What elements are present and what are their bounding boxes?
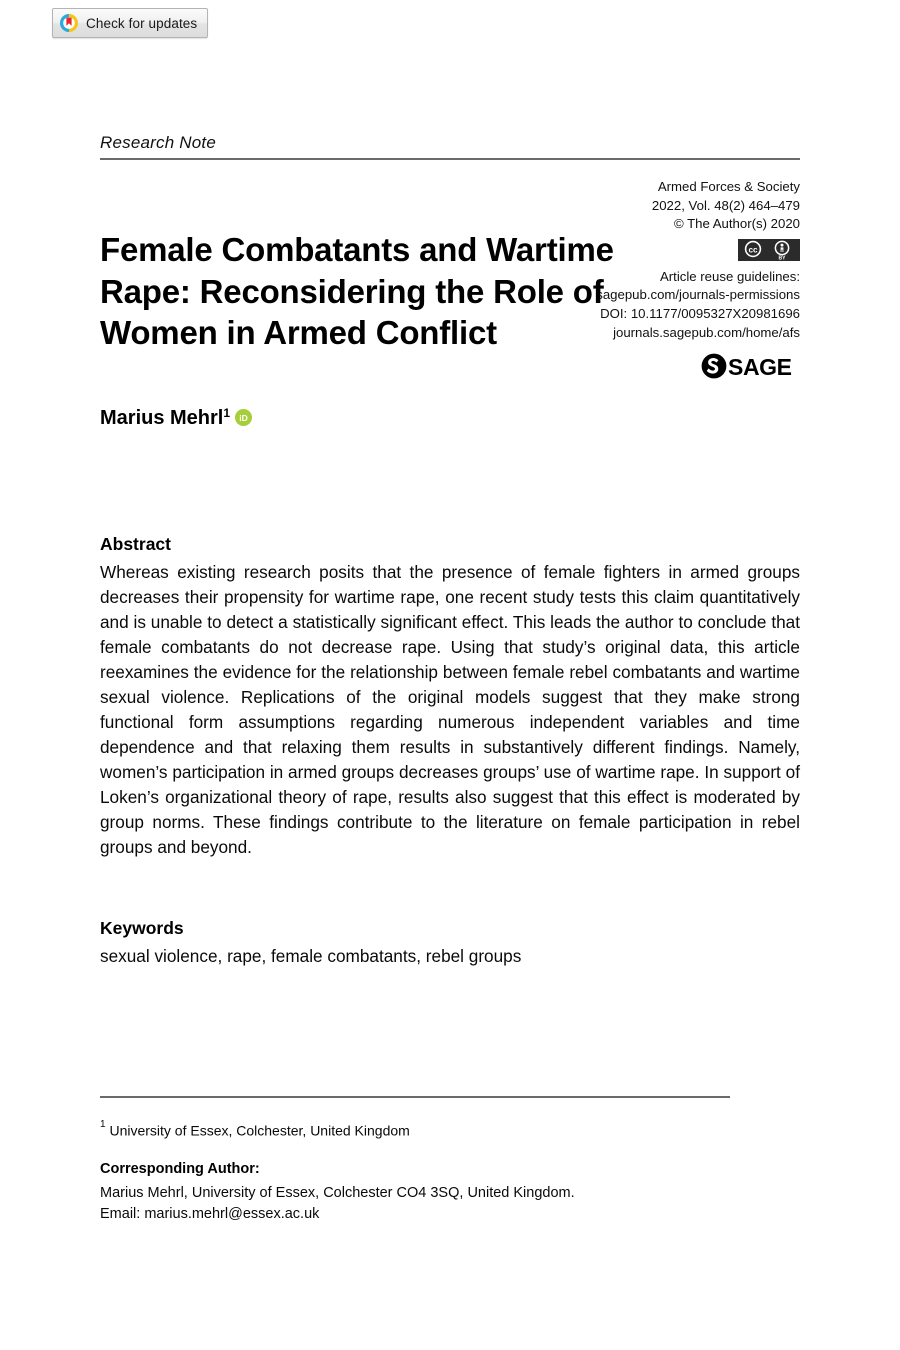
sage-logo-icon	[700, 351, 800, 387]
corresponding-author-heading: Corresponding Author:	[100, 1161, 260, 1177]
article-type-kicker: Research Note	[100, 133, 216, 152]
abstract-heading: Abstract	[100, 534, 171, 554]
page-title: Female Combatants and Wartime Rape: Reconsidering the Role of Women in Armed Conflict	[100, 231, 614, 352]
keywords-heading: Keywords	[100, 918, 184, 938]
affiliation-marker: 1	[100, 1119, 106, 1130]
svg-text:cc: cc	[748, 245, 758, 255]
svg-text:iD: iD	[239, 413, 248, 423]
affiliation-text: University of Essex, Colchester, United Kingdom	[109, 1122, 410, 1139]
abstract-text: Whereas existing research posits that the presence of female fighters in armed groups decreases their propensity for wartime rape, one recent study tests this claim quantitatively and is unable to detect a statistically significant effect. This leads the author to conclude that female combatants do not decrease rape. Using that study’s original data, this article reexamines the evidence for the relationship between female rebel combatants and wartime sexual violence. Replications of the original models suggest that they make strong functional form assumptions regarding numerous independent variables and time dependence and that relaxing them results in substantively different findings. Namely, women’s participation in armed groups decreases groups’ use of wartime rape. In support of Loken’s organizational theory of rape, results also suggest that this effect is moderated by group norms. These findings contribute to the literature on female participation in rebel groups and beyond.	[100, 562, 800, 857]
crossmark-logo-icon	[59, 13, 79, 33]
author-byline	[100, 407, 252, 430]
corresponding-author-email[interactable]: Email: marius.mehrl@essex.ac.uk	[100, 1205, 320, 1222]
volume-issue-pages: 2022, Vol. 48(2) 464–479	[651, 197, 800, 213]
orcid-id-icon[interactable]	[235, 409, 252, 432]
reuse-guidelines-label: Article reuse guidelines:	[659, 268, 800, 284]
footnote-divider	[100, 1096, 730, 1098]
author-name: Marius Mehrl	[100, 407, 224, 429]
svg-text:BY: BY	[778, 255, 786, 261]
corresponding-author-address: Marius Mehrl, University of Essex, Colchester CO4 3SQ, United Kingdom.	[100, 1185, 575, 1201]
doi-line[interactable]: DOI: 10.1177/0095327X20981696	[600, 305, 800, 321]
journal-name: Armed Forces & Society	[657, 179, 800, 194]
permissions-link[interactable]: sagepub.com/journals-permissions	[596, 287, 800, 303]
check-for-updates-badge[interactable]	[52, 8, 208, 38]
keywords-text: sexual violence, rape, female combatants, rebel groups	[100, 946, 522, 966]
author-affiliation-marker: 1	[223, 406, 231, 420]
check-for-updates-label: Check for updates	[86, 15, 198, 31]
cc-by-license-icon[interactable]	[738, 239, 800, 261]
copyright-line: © The Author(s) 2020	[673, 216, 800, 232]
header-divider	[100, 158, 800, 160]
corresponding-author-details	[100, 1183, 740, 1224]
svg-text:SAGE: SAGE	[728, 354, 792, 381]
author-affiliation	[100, 1118, 410, 1141]
journal-home-link[interactable]: journals.sagepub.com/home/afs	[613, 324, 800, 340]
